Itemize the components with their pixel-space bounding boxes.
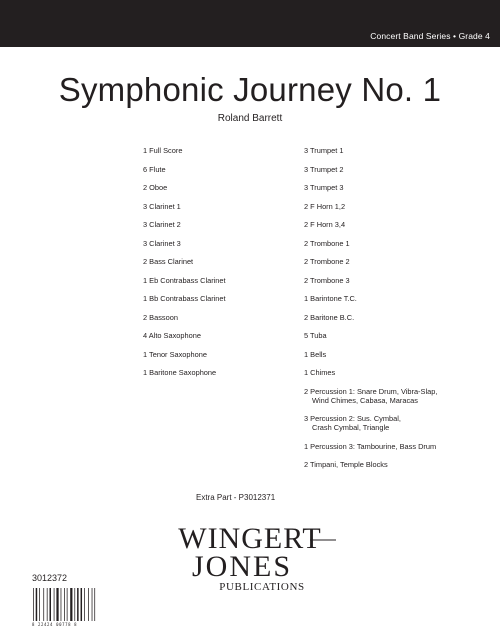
- barcode: [32, 588, 98, 622]
- logo-line-2: JONES: [191, 550, 293, 583]
- part-item-line: 2 Trombone 3: [304, 275, 350, 285]
- publisher-logo: [160, 516, 340, 592]
- part-item-line: 1 Bells: [304, 349, 327, 359]
- part-item: [304, 294, 437, 303]
- part-item-line: 3 Percussion 2: Sus. Cymbal,: [304, 414, 401, 423]
- part-item: 1 Bb Contrabass Clarinet: [143, 294, 226, 303]
- part-item-line: Crash Cymbal, Triangle: [312, 423, 390, 432]
- part-item: [304, 368, 437, 377]
- part-item-line: 3 Trumpet 3: [304, 183, 344, 192]
- part-item-line: 3 Trumpet 1: [304, 146, 344, 155]
- part-item-line: 1 Percussion 3: Tambourine, Bass Drum: [304, 441, 437, 451]
- part-item: 1 Baritone Saxophone: [143, 368, 217, 377]
- part-item: 1 Eb Contrabass Clarinet: [143, 275, 226, 285]
- page-title: Symphonic Journey No. 1: [58, 71, 442, 108]
- part-item: 4 Alto Saxophone: [143, 331, 201, 340]
- part-item: [304, 257, 437, 266]
- part-item: [304, 460, 437, 469]
- logo-line-1: WINGERT: [178, 522, 322, 555]
- part-item: [304, 165, 437, 174]
- part-item-line: Wind Chimes, Cabasa, Maracas: [312, 395, 418, 405]
- part-item: 1 Tenor Saxophone: [143, 349, 207, 359]
- part-item: 6 Flute: [143, 164, 166, 174]
- part-item: 1 Full Score: [143, 146, 183, 155]
- part-item: [304, 239, 437, 248]
- part-item-line: 3 Trumpet 2: [304, 164, 344, 174]
- part-item: [304, 331, 437, 340]
- part-item: [304, 387, 437, 405]
- part-item-line: 2 Trombone 2: [304, 257, 350, 266]
- part-item: [304, 146, 437, 155]
- part-item-line: 2 F Horn 1,2: [304, 201, 346, 211]
- part-item: [304, 220, 437, 229]
- part-item: 3 Clarinet 1: [143, 201, 181, 211]
- part-item: [304, 414, 437, 432]
- composer-name: Roland Barrett: [217, 113, 283, 124]
- part-item-line: 2 Trombone 1: [304, 238, 350, 248]
- part-item-line: 1 Barintone T.C.: [304, 294, 357, 303]
- part-item: [304, 350, 437, 359]
- part-item: 3 Clarinet 3: [143, 238, 181, 248]
- instrumentation-list-left: [143, 146, 226, 387]
- part-item-line: 2 F Horn 3,4: [304, 220, 346, 229]
- part-item: [304, 202, 437, 211]
- extra-part-label: Extra Part - P3012371: [196, 493, 276, 502]
- catalog-number: 3012372: [32, 573, 68, 583]
- part-item: 2 Oboe: [143, 183, 168, 192]
- part-item-line: 2 Baritone B.C.: [304, 312, 355, 322]
- part-item-line: 1 Chimes: [304, 368, 336, 377]
- part-item-line: 2 Percussion 1: Snare Drum, Vibra-Slap,: [304, 386, 438, 396]
- part-item: [304, 276, 437, 285]
- part-item: [304, 442, 437, 451]
- part-item-line: 5 Tuba: [304, 331, 327, 340]
- series-label: Concert Band Series • Grade 4: [370, 31, 490, 41]
- part-item: [304, 313, 437, 322]
- instrumentation-list-right: [304, 146, 437, 479]
- logo-line-3: PUBLICATIONS: [219, 581, 305, 592]
- part-item: 2 Bass Clarinet: [143, 257, 194, 266]
- part-item: 3 Clarinet 2: [143, 220, 181, 229]
- part-item: [304, 183, 437, 192]
- barcode-digits: 8 22424 00778 8: [32, 622, 78, 627]
- part-item: 2 Bassoon: [143, 312, 178, 322]
- part-item-line: 2 Timpani, Temple Blocks: [304, 460, 388, 469]
- header-bar: [0, 0, 500, 47]
